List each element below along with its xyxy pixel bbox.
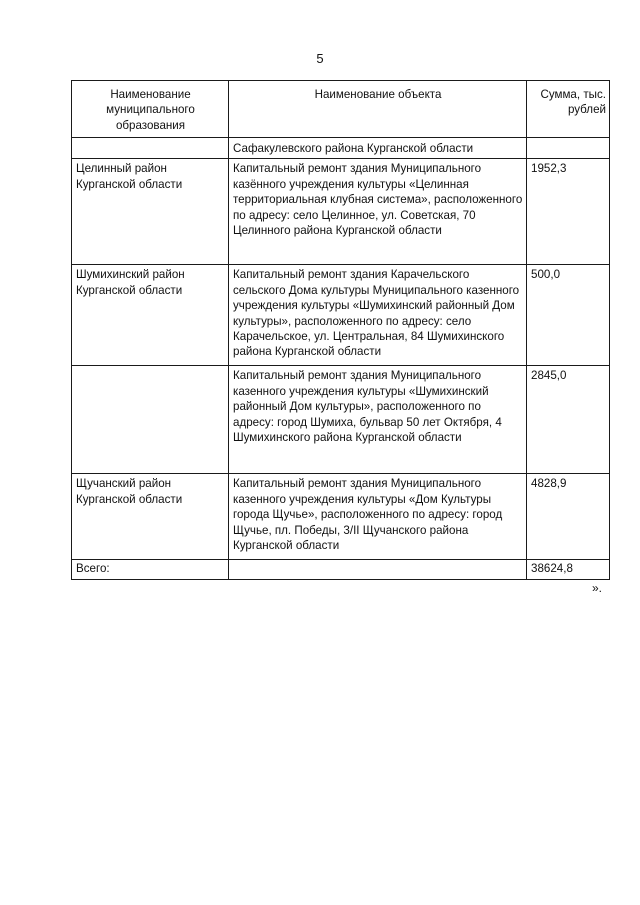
cell-object: Сафакулевского района Курганской области	[229, 138, 527, 159]
cell-object: Капитальный ремонт здания Карачельского сельского Дома культуры Муниципального казенного учреждения культуры «Шумихинский районный Дом культуры», расположенного по адресу: село Карачельское, ул. Центральная, 84 Шумихинского района Курганской области	[229, 265, 527, 366]
table-row	[72, 366, 610, 474]
table-row	[72, 159, 610, 265]
total-sum: 38624,8	[527, 560, 610, 579]
header-object: Наименование объекта	[229, 81, 527, 138]
table-row-total	[72, 560, 610, 579]
closing-quote-mark: ».	[592, 581, 603, 595]
cell-object: Капитальный ремонт здания Муниципального казенного учреждения культуры «Шумихинский районный Дом культуры», расположенного по адресу: город Шумиха, бульвар 50 лет Октября, 4 Шумихинского района Курганской области	[229, 366, 527, 474]
header-sum: Сумма, тыс. рублей	[527, 81, 610, 138]
cell-object: Капитальный ремонт здания Муниципального казенного учреждения культуры «Дом Культуры города Щучье», расположенного по адресу: город Щучье, пл. Победы, 3/II Щучанского района Курганской области	[229, 474, 527, 560]
funding-table	[71, 80, 610, 580]
cell-municipality	[72, 366, 229, 474]
header-municipality: Наименование муниципального образования	[72, 81, 229, 138]
cell-municipality: Шумихинский район Курганской области	[72, 265, 229, 366]
cell-municipality: Целинный район Курганской области	[72, 159, 229, 265]
table-row-continuation	[72, 138, 610, 159]
total-object	[229, 560, 527, 579]
cell-municipality	[72, 138, 229, 159]
table-row	[72, 265, 610, 366]
cell-sum	[527, 138, 610, 159]
page-number: 5	[316, 51, 324, 66]
cell-object: Капитальный ремонт здания Муниципального казённого учреждения культуры «Целинная территориальная клубная система», расположенного по адресу: село Целинное, ул. Советская, 70 Целинного района Курганской области	[229, 159, 527, 265]
cell-sum: 1952,3	[527, 159, 610, 265]
cell-municipality: Щучанский район Курганской области	[72, 474, 229, 560]
total-label: Всего:	[72, 560, 229, 579]
table-header-row	[72, 81, 610, 138]
cell-sum: 4828,9	[527, 474, 610, 560]
table-row	[72, 474, 610, 560]
cell-sum: 500,0	[527, 265, 610, 366]
cell-sum: 2845,0	[527, 366, 610, 474]
